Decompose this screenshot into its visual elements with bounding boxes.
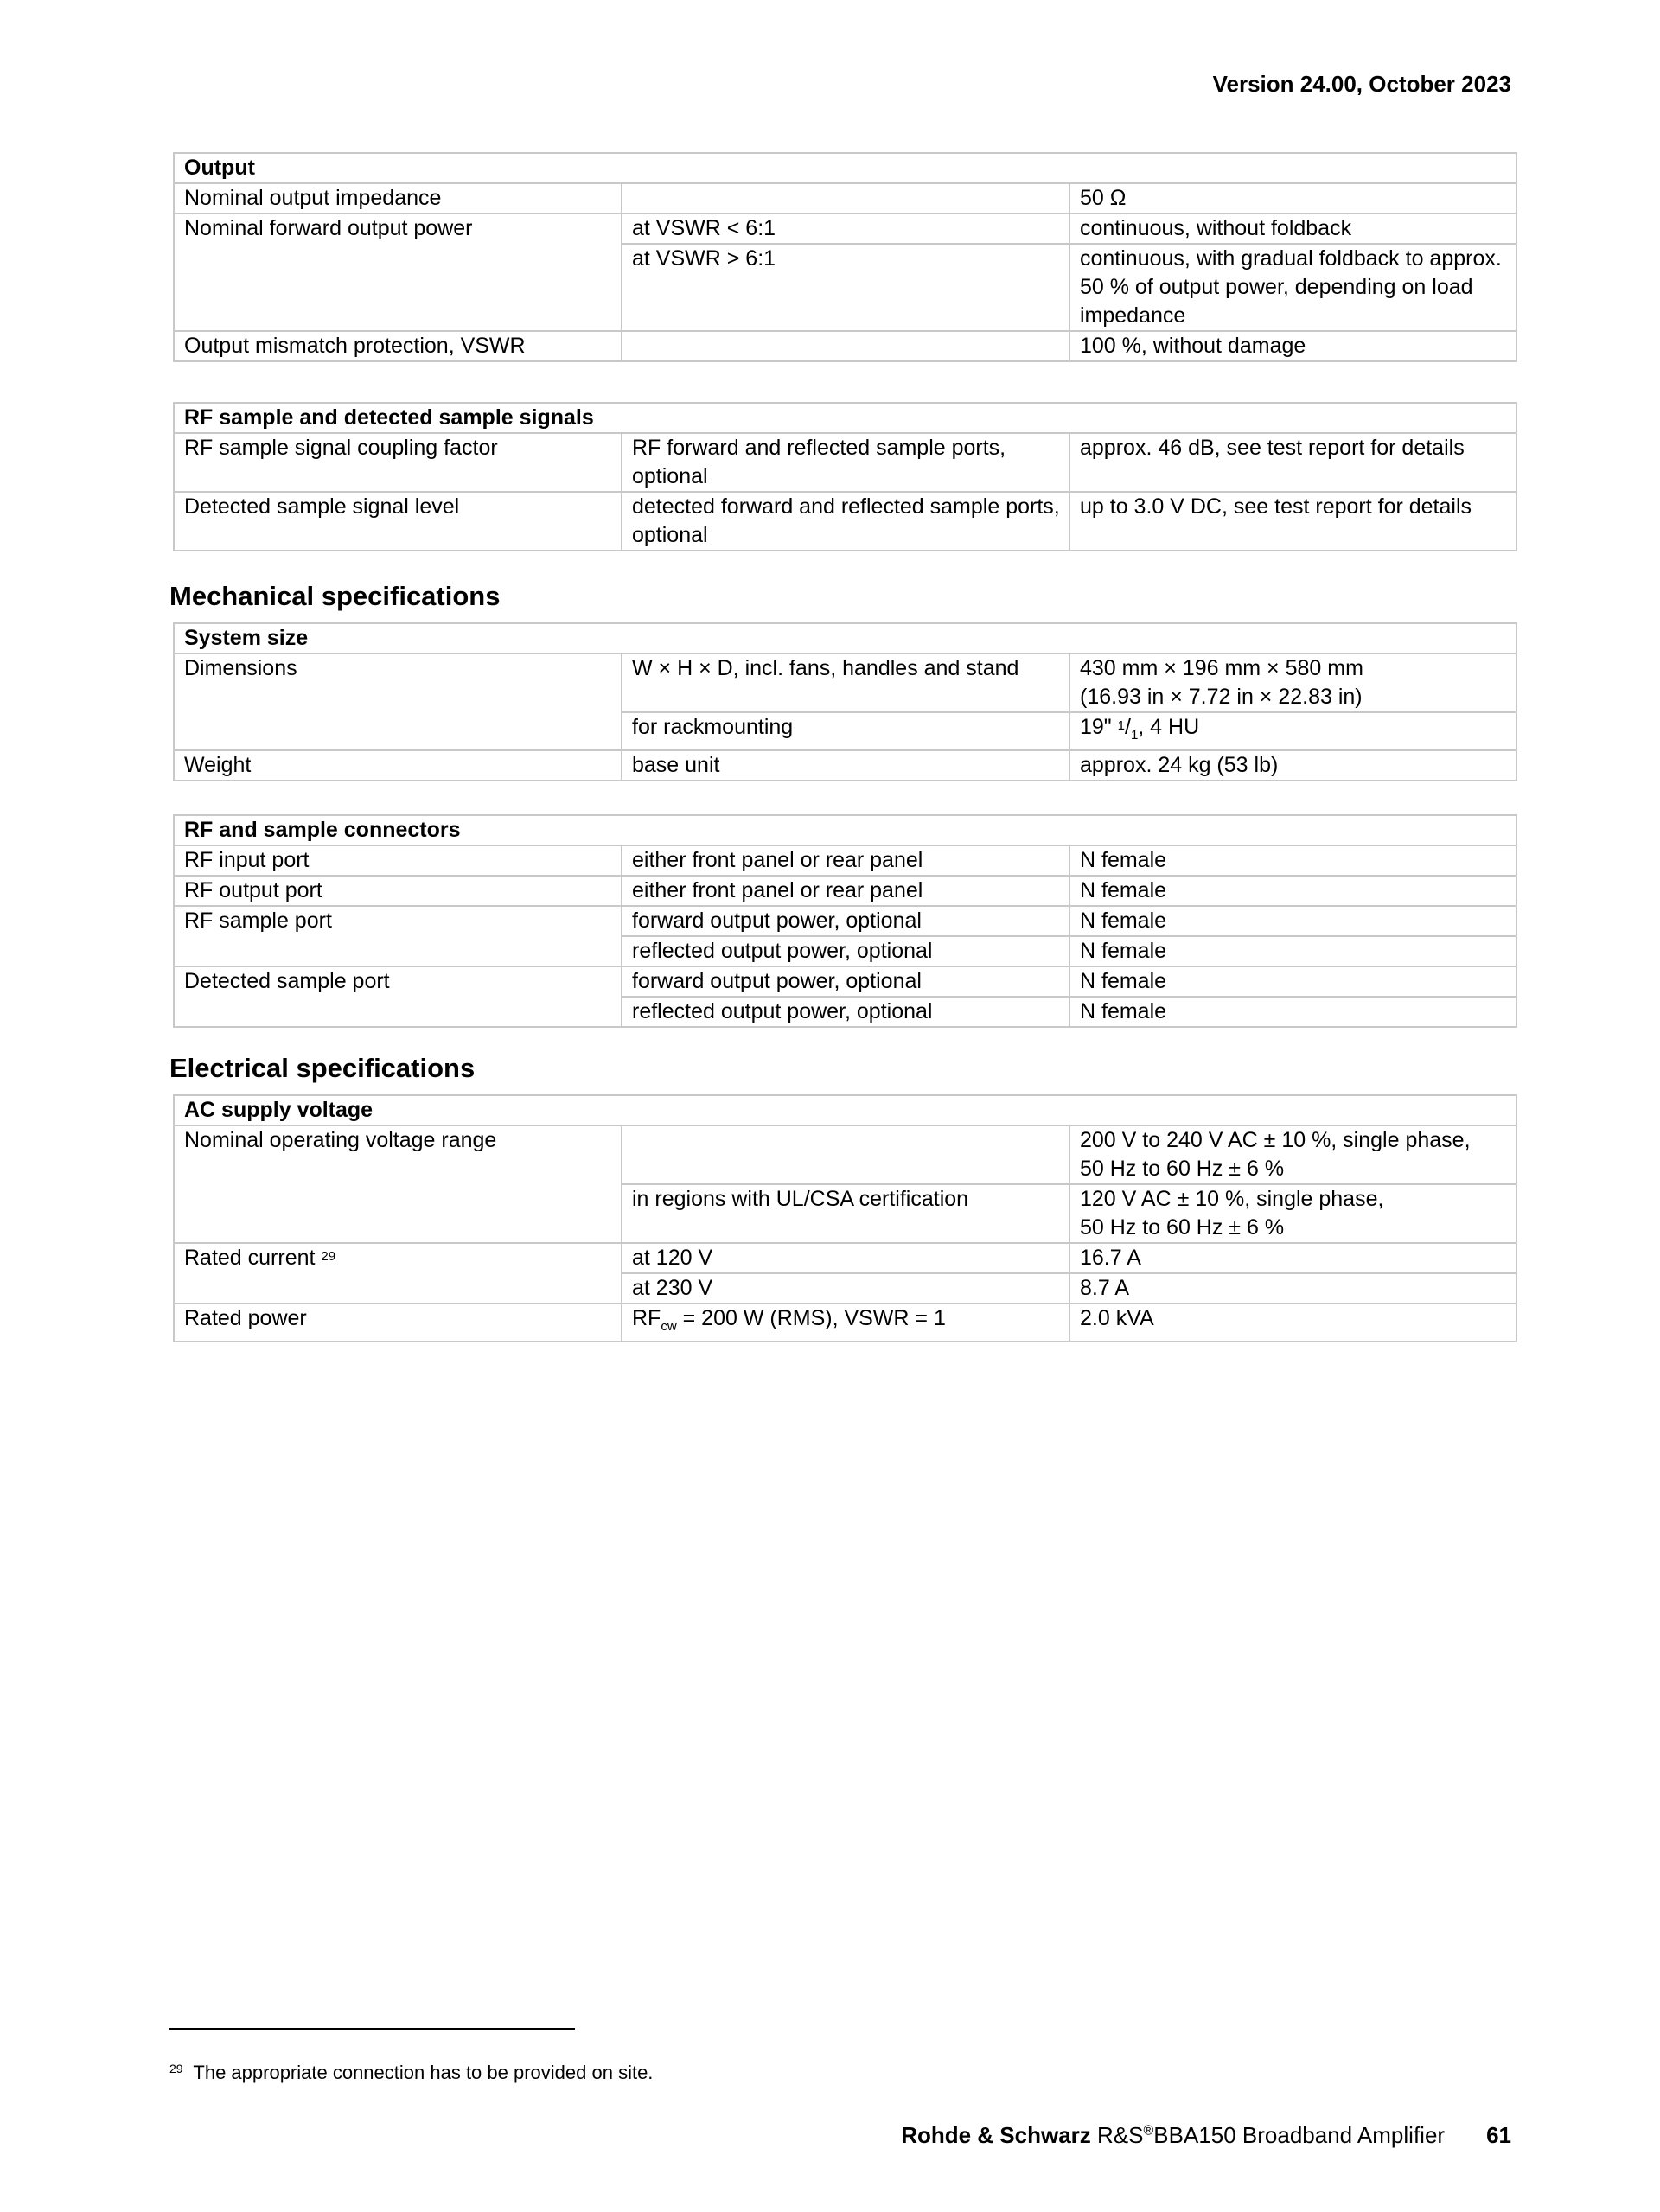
- spec-parameter: Detected sample signal level: [174, 492, 622, 551]
- spec-value: approx. 46 dB, see test report for details: [1069, 433, 1516, 492]
- spec-condition: [622, 1125, 1069, 1184]
- spec-value: N female: [1069, 845, 1516, 876]
- value-line: 50 Hz to 60 Hz ± 6 %: [1080, 1157, 1285, 1181]
- spec-condition: W × H × D, incl. fans, handles and stand: [622, 653, 1069, 712]
- value-text: , 4 HU: [1138, 715, 1200, 739]
- output-table: [173, 152, 1517, 362]
- spec-value: up to 3.0 V DC, see test report for details: [1069, 492, 1516, 551]
- spec-condition: either front panel or rear panel: [622, 845, 1069, 876]
- table-row: [174, 1125, 1516, 1184]
- spec-value: [1069, 653, 1516, 712]
- table-title: Output: [174, 153, 1516, 183]
- table-title: AC supply voltage: [174, 1095, 1516, 1125]
- footer-brand: Rohde & Schwarz: [901, 2122, 1091, 2148]
- document-version: Version 24.00, October 2023: [1212, 71, 1511, 97]
- table-row: [174, 653, 1516, 712]
- spec-parameter: RF input port: [174, 845, 622, 876]
- table-row: [174, 331, 1516, 361]
- spec-value: 2.0 kVA: [1069, 1304, 1516, 1342]
- spec-condition: forward output power, optional: [622, 906, 1069, 936]
- subscript-text: cw: [661, 1319, 677, 1334]
- spec-condition: at VSWR < 6:1: [622, 214, 1069, 244]
- footnote-number: 29: [169, 2062, 183, 2075]
- value-line: 430 mm × 196 mm × 580 mm: [1080, 656, 1363, 680]
- spec-value: [1069, 1184, 1516, 1243]
- table-row: [174, 214, 1516, 244]
- ac-supply-table: [173, 1094, 1517, 1342]
- table-row: [174, 1304, 1516, 1342]
- spec-parameter: Weight: [174, 750, 622, 781]
- spec-value: 16.7 A: [1069, 1243, 1516, 1273]
- rf-sample-table: [173, 402, 1517, 551]
- spec-condition: either front panel or rear panel: [622, 876, 1069, 906]
- table-row: [174, 1243, 1516, 1273]
- value-line: (16.93 in × 7.72 in × 22.83 in): [1080, 685, 1363, 709]
- spec-value: 100 %, without damage: [1069, 331, 1516, 361]
- spec-parameter: RF sample port: [174, 906, 622, 966]
- value-text: 19": [1080, 715, 1118, 739]
- spec-condition: in regions with UL/CSA certification: [622, 1184, 1069, 1243]
- spec-parameter: Nominal forward output power: [174, 214, 622, 331]
- spec-value: 50 Ω: [1069, 183, 1516, 214]
- fraction-slash: /: [1124, 715, 1131, 739]
- footnote-divider: [169, 2028, 575, 2030]
- spec-parameter: [174, 1243, 622, 1304]
- table-title: System size: [174, 623, 1516, 653]
- table-row: [174, 966, 1516, 997]
- spec-value: N female: [1069, 906, 1516, 936]
- footer-product-prefix: R&S: [1097, 2122, 1144, 2148]
- spec-condition: detected forward and reflected sample ports, optional: [622, 492, 1069, 551]
- spec-value: approx. 24 kg (53 lb): [1069, 750, 1516, 781]
- spec-condition: reflected output power, optional: [622, 936, 1069, 966]
- spec-parameter: RF output port: [174, 876, 622, 906]
- spec-condition: base unit: [622, 750, 1069, 781]
- spec-condition: for rackmounting: [622, 712, 1069, 750]
- parameter-text: Rated current: [184, 1246, 316, 1270]
- table-row: [174, 750, 1516, 781]
- spec-condition: RF forward and reflected sample ports, optional: [622, 433, 1069, 492]
- spec-condition: reflected output power, optional: [622, 997, 1069, 1027]
- spec-value: N female: [1069, 876, 1516, 906]
- table-title: RF and sample connectors: [174, 815, 1516, 845]
- table-row: [174, 876, 1516, 906]
- spec-parameter: Dimensions: [174, 653, 622, 750]
- spec-parameter: Nominal output impedance: [174, 183, 622, 214]
- spec-condition: at 120 V: [622, 1243, 1069, 1273]
- spec-value: [1069, 712, 1516, 750]
- condition-text: RF: [632, 1306, 661, 1330]
- footer-product-name: BBA150 Broadband Amplifier: [1153, 2122, 1446, 2148]
- spec-value: 8.7 A: [1069, 1273, 1516, 1304]
- section-heading-electrical: Electrical specifications: [169, 1053, 476, 1083]
- table-row: [174, 492, 1516, 551]
- value-line: 120 V AC ± 10 %, single phase,: [1080, 1187, 1384, 1211]
- spec-value: [1069, 1125, 1516, 1184]
- spec-condition: forward output power, optional: [622, 966, 1069, 997]
- spec-value: N female: [1069, 997, 1516, 1027]
- spec-condition: [622, 331, 1069, 361]
- section-heading-mechanical: Mechanical specifications: [169, 581, 501, 611]
- table-row: [174, 183, 1516, 214]
- registered-mark: ®: [1143, 2123, 1154, 2139]
- spec-parameter: RF sample signal coupling factor: [174, 433, 622, 492]
- system-size-table: [173, 622, 1517, 781]
- table-row: [174, 906, 1516, 936]
- table-row: [174, 845, 1516, 876]
- table-row: [174, 433, 1516, 492]
- footnote: [169, 2062, 653, 2084]
- fraction-numerator: 1: [1117, 718, 1125, 733]
- spec-value: continuous, with gradual foldback to approx. 50 % of output power, depending on load impedance: [1069, 244, 1516, 331]
- spec-value: N female: [1069, 966, 1516, 997]
- spec-parameter: Rated power: [174, 1304, 622, 1342]
- page-footer: [901, 2122, 1511, 2149]
- spec-condition: at VSWR > 6:1: [622, 244, 1069, 331]
- spec-parameter: Nominal operating voltage range: [174, 1125, 622, 1243]
- table-title: RF sample and detected sample signals: [174, 403, 1516, 433]
- spec-value: N female: [1069, 936, 1516, 966]
- spec-parameter: Output mismatch protection, VSWR: [174, 331, 622, 361]
- condition-text: = 200 W (RMS), VSWR = 1: [676, 1306, 946, 1330]
- spec-value: continuous, without foldback: [1069, 214, 1516, 244]
- spec-parameter: Detected sample port: [174, 966, 622, 1027]
- footnote-text: The appropriate connection has to be provided on site.: [193, 2062, 654, 2083]
- footnote-ref[interactable]: 29: [321, 1249, 336, 1264]
- spec-condition: [622, 183, 1069, 214]
- connectors-table: [173, 814, 1517, 1028]
- spec-condition: [622, 1304, 1069, 1342]
- page-number: 61: [1486, 2122, 1511, 2148]
- value-line: 200 V to 240 V AC ± 10 %, single phase,: [1080, 1128, 1471, 1152]
- value-line: 50 Hz to 60 Hz ± 6 %: [1080, 1215, 1285, 1240]
- spec-condition: at 230 V: [622, 1273, 1069, 1304]
- fraction-denominator: 1: [1130, 728, 1139, 743]
